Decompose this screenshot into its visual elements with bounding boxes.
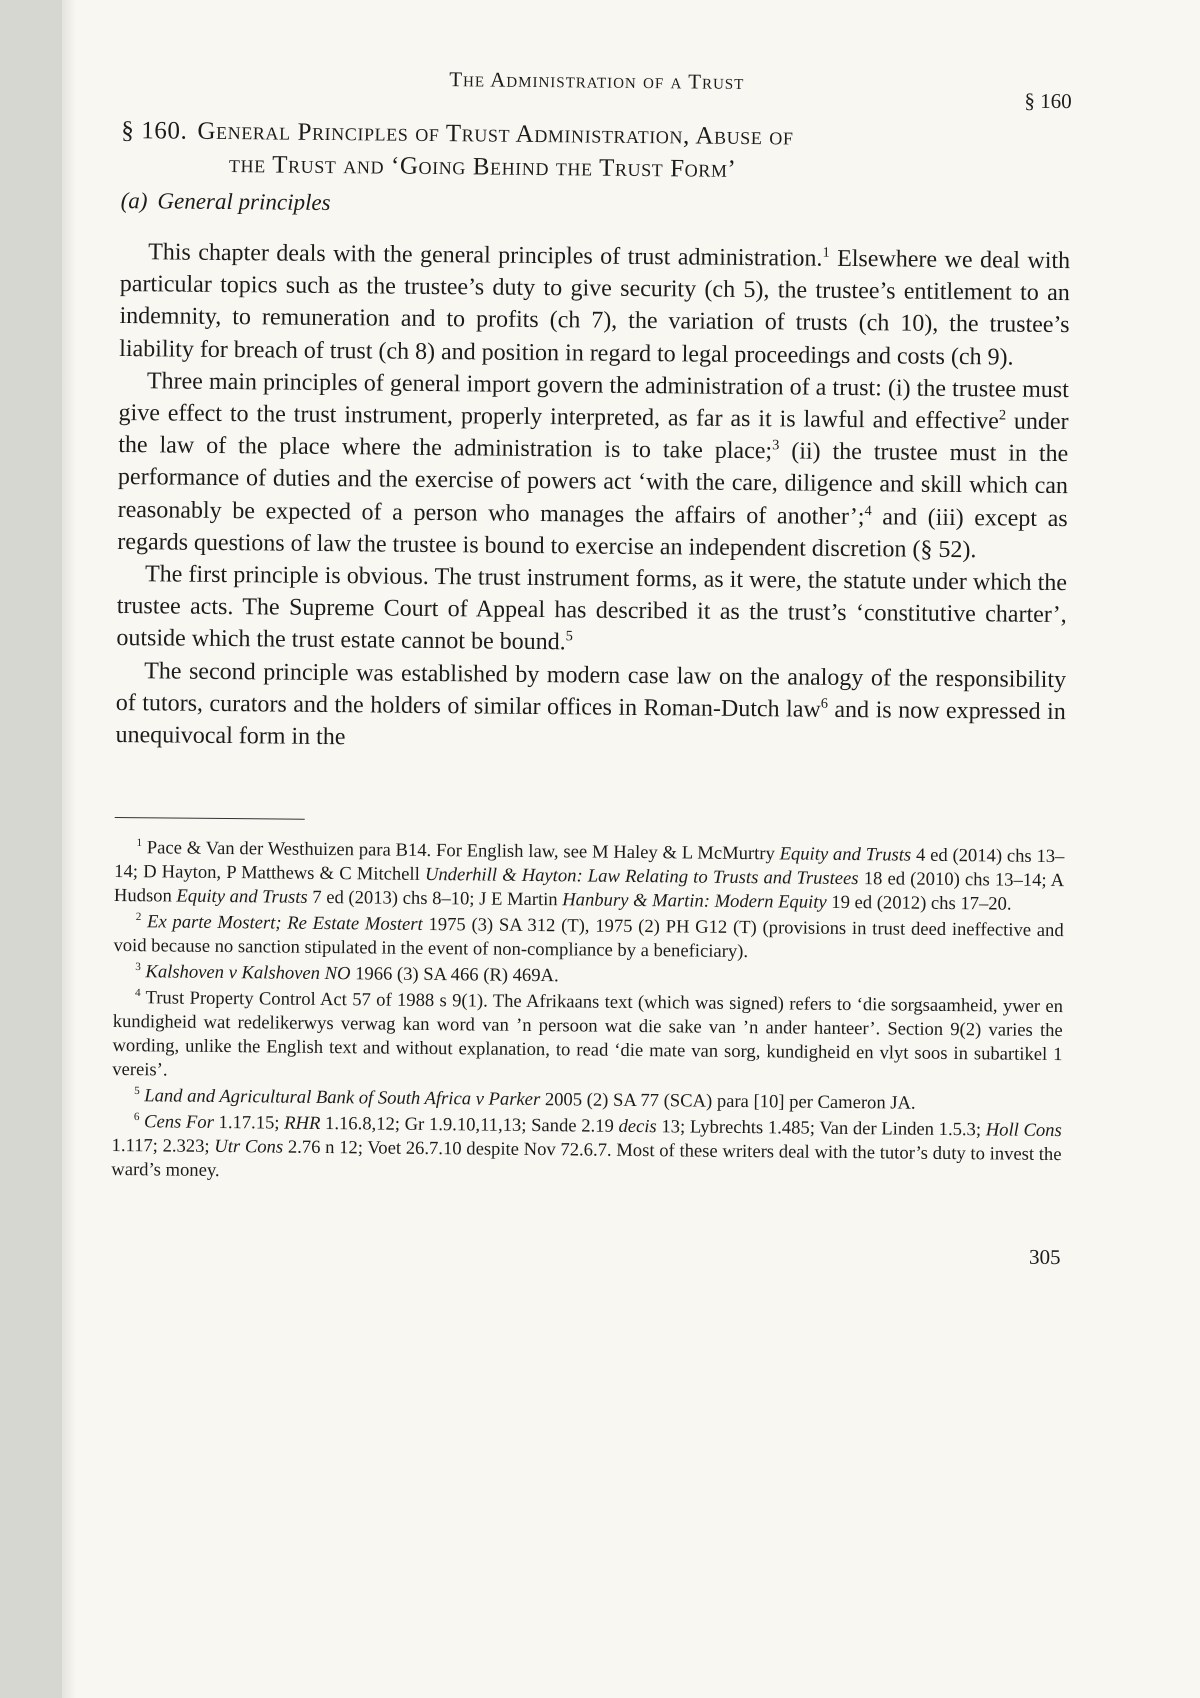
footnote-rule — [115, 817, 305, 820]
body-text — [115, 236, 1070, 760]
paragraph-text: under the law of the place where the administration is to take place; — [118, 408, 1069, 465]
footnote-citation-italic: Underhill & Hayton: Law Relating to Trusts and Trustees — [424, 864, 859, 890]
footnote-citation-italic: Utr Cons — [214, 1136, 284, 1158]
body-paragraph — [116, 558, 1067, 664]
footnote — [113, 910, 1063, 967]
footnote — [112, 986, 1063, 1091]
paragraph-text: Elsewhere we deal with particular topics such as the trustee’s duty to give security (ch 5), the trustee’s entitlement to an indemnity, to remuneration and to profits (ch 7), the variation of trusts (ch 10), the trustee’s liability for breach of trust (ch 8) and position in regard to legal proceedings and costs (ch 9). — [119, 245, 1071, 371]
body-paragraph — [115, 655, 1066, 761]
body-paragraph — [119, 236, 1070, 374]
footnote-reference: 4 — [864, 502, 872, 519]
footnote-text: 4 ed (2014) chs 13–14; D Hayton, P Matthews & C Mitchell — [114, 844, 1065, 886]
footnote — [114, 836, 1065, 917]
footnote-text: 1.117; 2.323; — [111, 1135, 215, 1158]
section-heading — [121, 114, 1072, 189]
footnote-citation-italic: Land and Agricultural Bank of South Africa v Parker — [144, 1085, 541, 1111]
paragraph-text: Three main principles of general import govern the administration of a trust: (i) the trustee must give effect to the trust instrument, properly interpreted, as far as it is lawful and effective — [118, 368, 1070, 435]
paragraph-text: The second principle was established by modern case law on the analogy of the responsibility of tutors, curators and the holders of similar offices in Roman-Dutch law — [115, 657, 1067, 723]
footnote-reference: 6 — [820, 695, 829, 712]
footnote-citation-italic: Ex parte Mostert; Re Estate Mostert — [146, 911, 423, 936]
footnote-reference: 2 — [998, 407, 1007, 424]
footnote-number: 5 — [134, 1085, 140, 1098]
footnote-number: 6 — [133, 1111, 140, 1124]
running-head — [122, 60, 1072, 113]
footnote-number: 1 — [136, 837, 143, 850]
section-title-line1: General Principles of Trust Administration, Abuse of — [197, 117, 794, 151]
footnote-citation-italic: Cens For — [143, 1111, 214, 1134]
subsection-title: General principles — [157, 188, 331, 216]
footnote-text: 18 ed (2010) chs 13–14; A Hudson — [113, 868, 1065, 907]
footnote-text: 2.76 n 12; Voet 26.7.10 despite Nov 72.6.7. Most of these writers deal with the tutor’s duty to invest the ward’s money. — [111, 1136, 1062, 1182]
paragraph-text: This chapter deals with the general principles of trust administration. — [148, 239, 823, 272]
footnote-text: 1966 (3) SA 466 (R) 469A. — [350, 963, 559, 987]
footnote-number: 3 — [135, 961, 141, 974]
footnote-reference: 3 — [772, 437, 780, 454]
footnote — [111, 1110, 1062, 1191]
footnote-text: 1.17.15; — [213, 1112, 285, 1134]
footnote-number: 4 — [134, 987, 141, 1000]
footnote-text: Trust Property Control Act 57 of 1988 s 9(1). The Afrikaans text (which was signed) refers to ‘die sorgsaamheid, ywer en kundigheid wat redelikerwys verwag kan word van ’n persoon wat die sake van ’n ander hanteer’. Section 9(2) varies the wording, unlike the English text and without explanation, to read ‘die mate van sorg, kundigheid en vlyt soos in subartikel 1 vereis’. — [112, 987, 1064, 1081]
body-paragraph — [117, 365, 1069, 567]
paragraph-text: The first principle is obvious. The trust instrument forms, as it were, the statute under which the trustee acts. The Supreme Court of Appeal has described it as the trust’s ‘constitutive charter’, outside which the trust estate cannot be bound. — [116, 561, 1068, 656]
subsection-heading — [121, 188, 1071, 223]
footnote-citation-italic: Equity and Trusts — [176, 885, 308, 909]
footnote-text: 19 ed (2012) chs 17–20. — [826, 892, 1012, 915]
section-number: § 160. — [121, 116, 188, 145]
footnote-text: 7 ed (2013) chs 8–10; J E Martin — [307, 887, 563, 911]
paragraph-text: (ii) the trustee must in the performance of duties and the exercise of powers act ‘with the care, diligence and skill which can reasonably be expected of a person who manages the affairs of another’; — [117, 438, 1069, 530]
paragraph-text: and is now expressed in unequivocal form in the — [115, 696, 1066, 751]
page-content — [111, 60, 1072, 1270]
footnote-citation-italic: Equity and Trusts — [779, 843, 912, 866]
page-number: 305 — [1028, 1245, 1061, 1270]
footnotes — [111, 836, 1064, 1191]
footnote-text: 2005 (2) SA 77 (SCA) para [10] per Cameron JA. — [540, 1089, 916, 1114]
book-page — [62, 0, 1200, 1698]
header-section-ref: § 160 — [1024, 88, 1072, 114]
footnote-citation-italic: Kalshoven v Kalshoven NO — [145, 961, 351, 985]
subsection-label: (a) — [120, 187, 148, 214]
footnote-reference: 5 — [565, 628, 573, 645]
footnote-text: 13; Lybrechts 1.485; Van der Linden 1.5.3; — [656, 1116, 986, 1141]
footnote-citation-italic: RHR — [284, 1112, 321, 1135]
footnote-citation-italic: Holl Cons — [985, 1119, 1062, 1142]
footnote-reference: 1 — [822, 244, 830, 261]
footnote-citation-italic: decis — [618, 1116, 657, 1138]
footnote-citation-italic: Hanbury & Martin: Modern Equity — [562, 889, 827, 914]
footnote-text: 1.16.8,12; Gr 1.9.10,11,13; Sande 2.19 — [320, 1113, 619, 1138]
footnote-text: Pace & Van der Westhuizen para B14. For English law, see M Haley & L McMurtry — [146, 837, 780, 865]
footnote-number: 2 — [135, 911, 142, 924]
scan-edge-shadow — [62, 0, 76, 1698]
section-title-line2: the Trust and ‘Going Behind the Trust Form’ — [228, 151, 737, 183]
paragraph-text: and (iii) except as regards questions of law the trustee is bound to exercise an independent discretion (§ 52). — [117, 503, 1068, 564]
footnote-text: 1975 (3) SA 312 (T), 1975 (2) PH G12 (T) (provisions in trust deed ineffective and void because no sanction stipulated in the event of non-compliance by a beneficiary). — [113, 914, 1064, 963]
running-title: The Administration of a Trust — [449, 67, 745, 94]
